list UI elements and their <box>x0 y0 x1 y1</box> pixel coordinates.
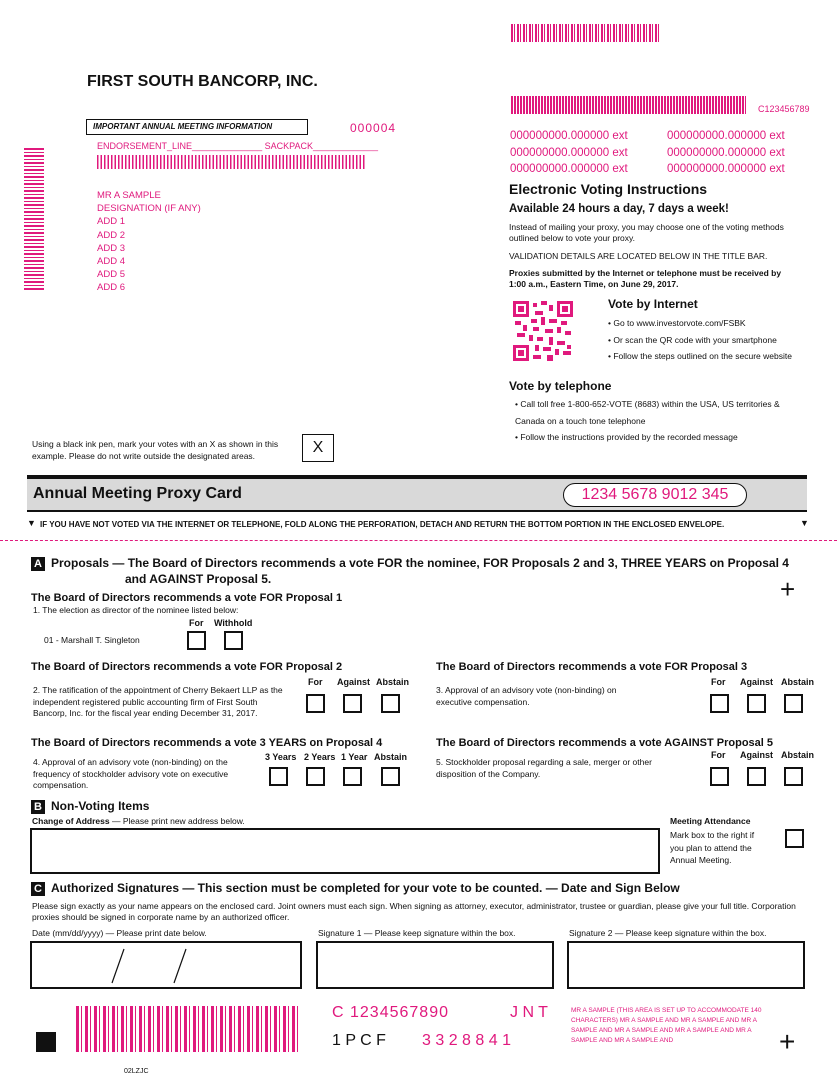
barcode-account <box>511 96 746 114</box>
ext-col-2 <box>667 128 785 178</box>
change-hint: — Please print new address below. <box>109 816 245 826</box>
phone-title: Vote by telephone <box>509 379 612 393</box>
voting-validation: VALIDATION DETAILS ARE LOCATED BELOW IN THE TITLE BAR. <box>509 251 768 261</box>
section-a-title: Proposals — The Board of Directors recommends a vote FOR the nominee, FOR Proposals 2 and 3, THREE YEARS on Proposal 4 <box>51 556 789 570</box>
section-a-header <box>31 556 789 571</box>
change-label: Change of Address <box>32 816 110 826</box>
internet-steps <box>608 315 792 365</box>
p2-for-label: For <box>308 677 323 687</box>
p4-abstain-checkbox[interactable] <box>381 767 400 786</box>
footer-sample-text: MR A SAMPLE (THIS AREA IS SET UP TO ACCOMMODATE 140 CHARACTERS) MR A SAMPLE AND MR A SAMPLE AND MR A SAMPLE AND MR A SAMPLE AND MR A SAMPLE AND MR A SAMPLE AND MR A SAMPLE AND <box>571 1007 762 1044</box>
phone-step: • Follow the instructions provided by the recorded message <box>515 432 738 442</box>
p1-header: The Board of Directors recommends a vote FOR Proposal 1 <box>31 592 343 604</box>
p4-3years-label: 3 Years <box>265 752 297 762</box>
address-line: ADD 6 <box>97 282 125 294</box>
section-c-header <box>31 881 680 896</box>
section-c-title: Authorized Signatures — This section must be completed for your vote to be counted. — Date and Sign Below <box>51 881 680 895</box>
p5-for-label: For <box>711 750 726 760</box>
voting-deadline: Proxies submitted by the Internet or telephone must be received by 1:00 a.m., Eastern Time, on June 29, 2017. <box>509 268 782 289</box>
section-b-header <box>31 799 149 814</box>
address-line: DESIGNATION (IF ANY) <box>97 203 201 215</box>
p3-abstain-label: Abstain <box>781 677 815 687</box>
validation-number: 1234 5678 9012 345 <box>563 483 747 507</box>
p2-header: The Board of Directors recommends a vote FOR Proposal 2 <box>31 661 343 673</box>
p5-for-checkbox[interactable] <box>710 767 729 786</box>
section-b-letter: B <box>31 800 45 814</box>
fold-arrow-right-icon: ▼ <box>800 518 809 528</box>
p4-header: The Board of Directors recommends a vote 3 YEARS on Proposal 4 <box>31 737 383 749</box>
sig1-label: Signature 1 — Please keep signature within the box. <box>318 928 516 938</box>
p3-for-label: For <box>711 677 726 687</box>
p4-3years-checkbox[interactable] <box>269 767 288 786</box>
ext-col-1 <box>510 128 628 178</box>
p5-abstain-label: Abstain <box>781 750 815 760</box>
ext-line: 000000000.000000 ext <box>667 146 785 159</box>
p5-text: 5. Stockholder proposal regarding a sale, merger or other disposition of the Company. <box>436 757 652 779</box>
perforation-line <box>0 540 837 541</box>
footer-code-2-number: 3 3 2 8 8 4 1 <box>422 1032 511 1049</box>
section-a-letter: A <box>31 557 45 571</box>
registration-mark <box>36 1032 56 1052</box>
footer-code-2-prefix: 1 P C F <box>332 1032 386 1049</box>
ink-instruction: Using a black ink pen, mark your votes with an X as shown in this example. Please do not write outside the designated areas. <box>32 439 279 461</box>
p4-1year-label: 1 Year <box>341 752 368 762</box>
postal-barcode <box>97 155 365 169</box>
p3-header: The Board of Directors recommends a vote FOR Proposal 3 <box>436 661 748 673</box>
barcode-bottom <box>76 1006 301 1052</box>
internet-step: • Go to www.investorvote.com/FSBK <box>608 318 746 328</box>
p4-2years-label: 2 Years <box>304 752 336 762</box>
fold-instruction: IF YOU HAVE NOT VOTED VIA THE INTERNET OR TELEPHONE, FOLD ALONG THE PERFORATION, DETACH AND RETURN THE BOTTOM PORTION IN THE ENCLOSED ENVELOPE. <box>40 520 725 529</box>
p2-against-checkbox[interactable] <box>343 694 362 713</box>
barcode-left-vertical <box>24 148 44 290</box>
p2-text: 2. The ratification of the appointment of Cherry Bekaert LLP as the independent registered public accounting firm of First South Bancorp, Inc. for the fiscal year ending December 31, 2017. <box>33 685 283 718</box>
p3-text: 3. Approval of an advisory vote (non-binding) on executive compensation. <box>436 685 617 707</box>
ext-line: 000000000.000000 ext <box>510 146 628 159</box>
date-label: Date (mm/dd/yyyy) — Please print date below. <box>32 928 207 938</box>
account-code: C123456789 <box>758 104 810 114</box>
title-rule-bottom <box>27 510 807 512</box>
address-block <box>97 189 201 295</box>
footer-code-1: C 1234567890 <box>332 1004 449 1021</box>
date-field[interactable] <box>30 941 302 989</box>
p5-against-checkbox[interactable] <box>747 767 766 786</box>
p1-withhold-label: Withhold <box>214 618 253 628</box>
voting-intro: Instead of mailing your proxy, you may choose one of the voting methods outlined below to vote your proxy. <box>509 222 784 243</box>
p5-against-label: Against <box>740 750 774 760</box>
section-b-title: Non-Voting Items <box>51 799 150 813</box>
p5-abstain-checkbox[interactable] <box>784 767 803 786</box>
proxy-card-title: Annual Meeting Proxy Card <box>33 485 242 502</box>
meeting-info-label: IMPORTANT ANNUAL MEETING INFORMATION <box>86 119 308 135</box>
meeting-attendance-checkbox[interactable] <box>785 829 804 848</box>
address-line: ADD 3 <box>97 242 125 254</box>
p2-abstain-label: Abstain <box>376 677 410 687</box>
signature-instructions: Please sign exactly as your name appears on the enclosed card. Joint owners must each sign. When signing as attorney, executor, administrator, trustee or guardian, please give your full title. Corporation proxies should be signed in corporate name by an authorized officer. <box>32 901 796 922</box>
control-number-small: 000004 <box>350 121 397 135</box>
p2-against-label: Against <box>337 677 371 687</box>
voting-available: Available 24 hours a day, 7 days a week! <box>509 203 729 215</box>
attendance-text: Mark box to the right if you plan to attend the Annual Meeting. <box>670 830 755 865</box>
p4-2years-checkbox[interactable] <box>306 767 325 786</box>
ext-line: 000000000.000000 ext <box>667 163 785 175</box>
section-c-letter: C <box>31 882 45 896</box>
ext-line: 000000000.000000 ext <box>510 130 628 142</box>
signature-2-field[interactable] <box>567 941 805 989</box>
address-line: ADD 4 <box>97 256 125 268</box>
voting-title: Electronic Voting Instructions <box>509 181 708 197</box>
p2-for-checkbox[interactable] <box>306 694 325 713</box>
internet-step: • Or scan the QR code with your smartphone <box>608 334 777 345</box>
p3-for-checkbox[interactable] <box>710 694 729 713</box>
p1-for-label: For <box>189 618 204 628</box>
p5-header: The Board of Directors recommends a vote AGAINST Proposal 5 <box>436 737 774 749</box>
footer-jnt: J N T <box>510 1004 548 1021</box>
p4-1year-checkbox[interactable] <box>343 767 362 786</box>
date-separators <box>32 943 300 987</box>
address-line: MR A SAMPLE <box>97 190 161 201</box>
p1-for-checkbox[interactable] <box>187 631 206 650</box>
p2-abstain-checkbox[interactable] <box>381 694 400 713</box>
ext-line: 000000000.000000 ext <box>510 163 628 175</box>
ext-line: 000000000.000000 ext <box>667 130 785 142</box>
barcode-top <box>511 24 661 42</box>
change-of-address-label <box>32 816 245 826</box>
p3-abstain-checkbox[interactable] <box>784 694 803 713</box>
qr-code <box>513 301 573 361</box>
p1-text: 1. The election as director of the nominee listed below: <box>33 605 239 615</box>
section-a-title-cont: and AGAINST Proposal 5. <box>125 572 272 586</box>
company-name: FIRST SOUTH BANCORP, INC. <box>87 73 318 90</box>
fold-arrow-left-icon: ▼ <box>27 518 36 528</box>
p1-withhold-checkbox[interactable] <box>224 631 243 650</box>
address-line: ADD 5 <box>97 269 125 281</box>
change-of-address-field[interactable] <box>30 828 660 874</box>
p1-nominee: 01 - Marshall T. Singleton <box>44 635 140 645</box>
attendance-title: Meeting Attendance <box>670 816 751 826</box>
plus-icon: + <box>780 574 796 604</box>
internet-title: Vote by Internet <box>608 297 698 311</box>
signature-1-field[interactable] <box>316 941 554 989</box>
address-line: ADD 1 <box>97 216 125 228</box>
phone-step: • Call toll free 1-800-652-VOTE (8683) within the USA, US territories & Canada on a touch tone telephone <box>515 399 780 426</box>
sig2-label: Signature 2 — Please keep signature within the box. <box>569 928 767 938</box>
address-line: ADD 2 <box>97 229 125 241</box>
form-code: 02LZJC <box>124 1068 149 1075</box>
endorsement-line: ENDORSEMENT_LINE______________ SACKPACK_____________ <box>97 141 379 151</box>
plus-icon-bottom: + <box>779 1026 796 1057</box>
internet-step: • Follow the steps outlined on the secure website <box>608 351 792 361</box>
p4-text: 4. Approval of an advisory vote (non-binding) on the frequency of stockholder advisory vote on executive compensation. <box>33 757 229 790</box>
p4-abstain-label: Abstain <box>374 752 408 762</box>
phone-steps <box>515 396 805 446</box>
example-mark-box: X <box>302 434 334 462</box>
p3-against-checkbox[interactable] <box>747 694 766 713</box>
p3-against-label: Against <box>740 677 774 687</box>
